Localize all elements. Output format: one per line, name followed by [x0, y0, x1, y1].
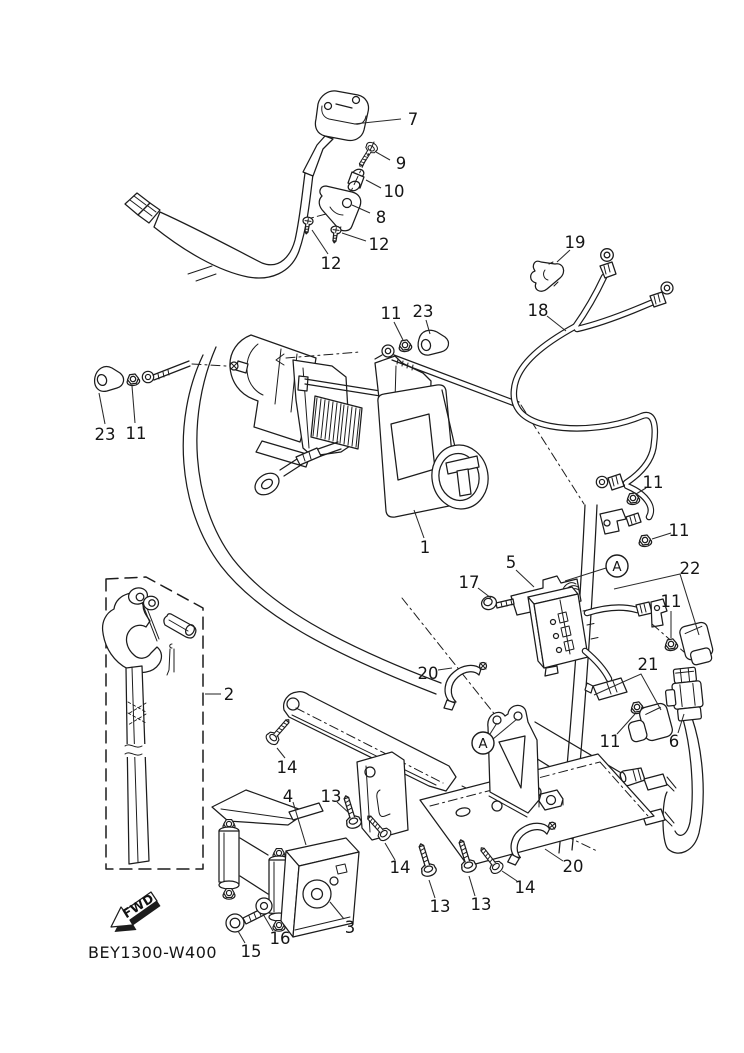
marker-leader	[565, 568, 606, 581]
callout-label-11-18: 11	[660, 592, 682, 611]
callout-label-12-5: 12	[320, 254, 342, 273]
callout-leader-20	[438, 668, 452, 670]
fwd-arrow	[111, 890, 161, 932]
callout-label-9-1: 9	[395, 154, 407, 173]
callout-label-23-6: 23	[94, 425, 116, 444]
callout-label-11-14: 11	[668, 521, 690, 540]
callout-label-10-2: 10	[383, 182, 405, 201]
callout-leader-13	[469, 876, 475, 896]
callout-leader-20	[545, 849, 563, 861]
callout-label-14-27: 14	[389, 858, 411, 877]
callout-label-11-13: 11	[642, 473, 664, 492]
callout-label-12-4: 12	[368, 235, 390, 254]
bracket-8	[319, 186, 361, 231]
callout-leader-11	[132, 386, 135, 423]
callout-leader-9	[376, 152, 390, 160]
bolt-9	[355, 140, 379, 169]
callout-leader-1	[414, 510, 424, 538]
callout-label-23-9: 23	[412, 302, 434, 321]
cotter-pin	[167, 644, 174, 675]
nut-11b	[638, 534, 652, 547]
cable-clamp-20a	[444, 663, 487, 711]
callout-leader-12	[312, 230, 328, 254]
callout-label-21-19: 21	[637, 655, 659, 674]
section-marker-label-1: A	[478, 736, 488, 752]
boot-23-left	[95, 367, 124, 392]
callout-label-16-33: 16	[269, 929, 291, 948]
callout-label-7-0: 7	[407, 110, 419, 129]
callout-label-13-26: 13	[320, 787, 342, 806]
connector-6-body	[672, 681, 704, 710]
lead-wire-21-drawing	[585, 651, 674, 746]
callout-label-20-23: 20	[417, 664, 439, 683]
ring-terminal-18a	[601, 249, 614, 262]
rope-thimble	[251, 469, 283, 499]
callout-leader-23	[99, 393, 105, 424]
eyelet-top	[382, 345, 394, 357]
roller-left	[219, 820, 239, 900]
callout-label-14-24: 14	[276, 758, 298, 777]
nut-11-top	[398, 339, 412, 352]
bolt-13a	[339, 794, 363, 830]
callout-label-18-11: 18	[527, 301, 549, 320]
nut-11-left	[126, 373, 140, 386]
callout-leader-18	[547, 316, 566, 331]
callout-label-5-15: 5	[505, 553, 517, 572]
winch-assembly-drawing	[95, 330, 584, 517]
eyelet-left	[142, 371, 153, 382]
part-code: BEY1300-W400	[88, 943, 218, 962]
remote-cable	[154, 173, 313, 278]
bolt-14a	[264, 715, 294, 746]
section-marker-label-0: A	[612, 559, 622, 575]
callout-label-2-22: 2	[223, 685, 235, 704]
callout-label-15-34: 15	[240, 942, 262, 961]
boot-23-top	[418, 330, 448, 355]
callout-label-1-12: 1	[419, 538, 431, 557]
callout-leader-12	[342, 233, 366, 241]
callout-label-8-3: 8	[375, 208, 387, 227]
clamp-19	[531, 261, 564, 291]
washer-16	[256, 898, 272, 914]
callout-label-17-16: 17	[458, 573, 480, 592]
callout-label-20-31: 20	[562, 857, 584, 876]
ring-terminal-18b	[661, 282, 673, 294]
hook-strap-kit-drawing	[103, 577, 203, 869]
remote-switch-drawing	[125, 91, 369, 281]
callout-label-22-17: 22	[679, 559, 701, 578]
mounting-frame-drawing	[264, 598, 654, 878]
callout-leader-14	[277, 748, 285, 758]
callout-label-6-21: 6	[668, 732, 680, 751]
callout-label-11-20: 11	[599, 732, 621, 751]
fairlead-drawing	[212, 790, 359, 937]
callout-label-14-30: 14	[514, 878, 536, 897]
plate-nut-boss	[539, 790, 563, 810]
bolt-17	[480, 595, 514, 612]
callout-leader-17	[478, 588, 491, 598]
callout-label-4-25: 4	[282, 787, 294, 806]
fwd-arrow-label: FWD	[119, 890, 157, 922]
callout-label-13-28: 13	[429, 897, 451, 916]
callout-label-3-32: 3	[344, 918, 356, 937]
callout-leader-5	[516, 570, 534, 587]
callout-label-13-29: 13	[470, 895, 492, 914]
callout-label-19-10: 19	[564, 233, 586, 252]
harness-18-drawing	[514, 249, 673, 548]
callout-label-11-7: 11	[125, 424, 147, 443]
nut-11c	[664, 638, 678, 651]
screw-12b	[329, 226, 341, 244]
bolt-13b	[414, 842, 438, 878]
callout-label-11-8: 11	[380, 304, 402, 323]
callout-leader-11	[394, 322, 403, 340]
callout-leader-10	[366, 180, 381, 188]
callout-leader-13	[429, 880, 435, 898]
switch-stem	[303, 136, 333, 176]
frame-gusset	[357, 752, 408, 840]
terminal-18c	[596, 476, 607, 487]
